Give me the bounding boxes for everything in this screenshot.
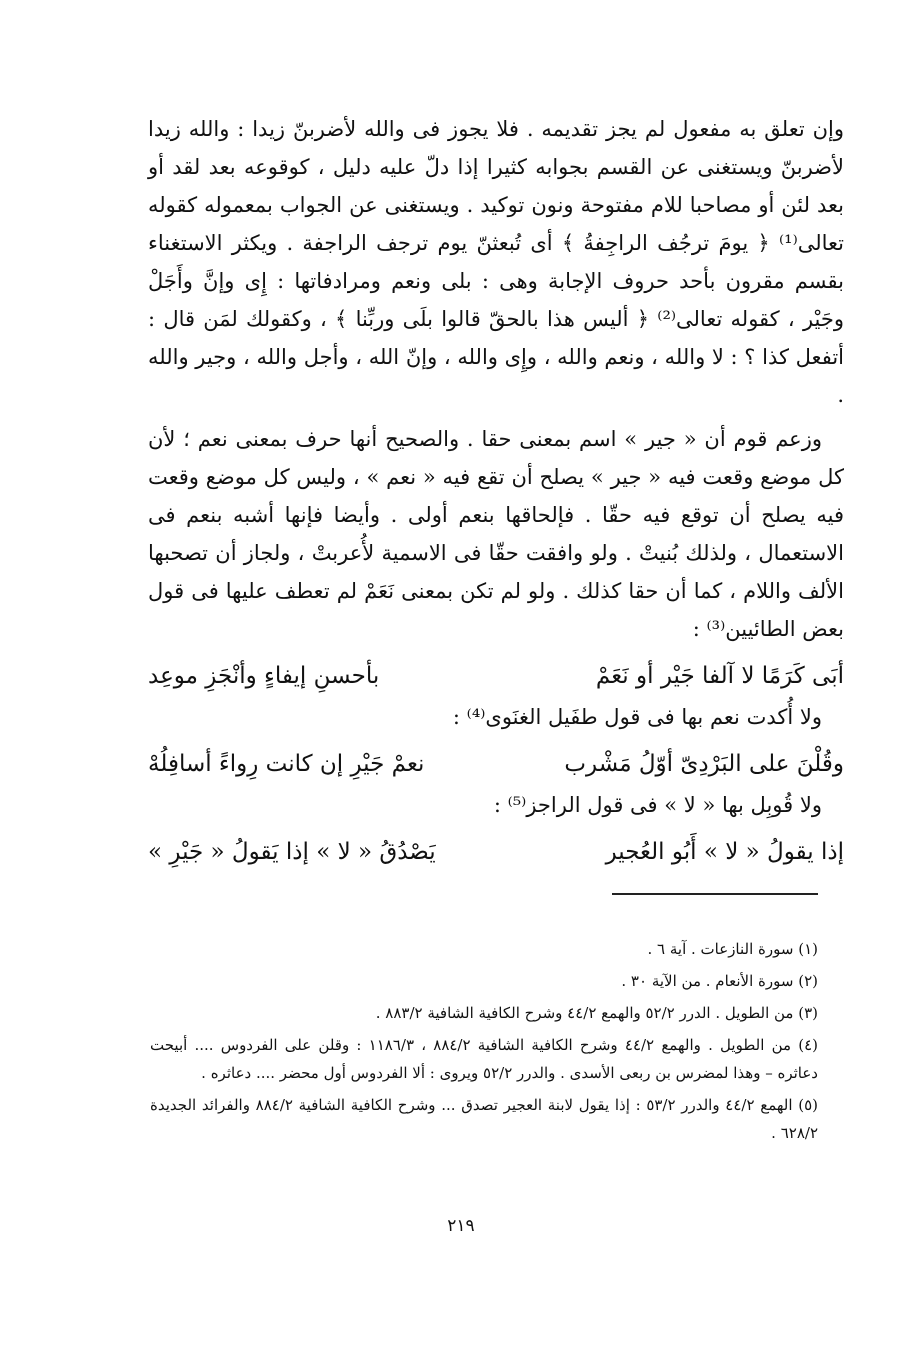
footnote-5: (٥) الهمع ٤٤/٢ والدرر ٥٣/٢ : إذا يقول لابنة العجير تصدق ... وشرح الكافية الشافية ٨٨٤/٢ والفرائد الجديدة ٦٢٨/٢ . (150, 1096, 818, 1142)
footnote-3: (٣) من الطويل . الدرر ٥٢/٢ والهمع ٤٤/٢ وشرح الكافية الشافية ٨٨٣/٢ . (375, 1004, 818, 1022)
verse-1 (148, 654, 844, 698)
verse-3-first-hemistich: إذا يقولُ « لا » أَبُو العُجير (605, 839, 844, 865)
footnote-2: (٢) سورة الأنعام . من الآية ٣٠ . (621, 972, 818, 990)
verse-2-first-hemistich: وقُلْنَ على البَرْدِىّ أوّلُ مَشْرب (564, 751, 844, 777)
footnote-4: (٤) من الطويل . والهمع ٤٤/٢ وشرح الكافية الشافية ٨٨٤/٢ ، ١١٨٦/٣ : وقلن على الفردوس .... أبيحت دعاثره – وهذا لمضرس بن ربعى الأسدى . والدرر ٥٢/٢ ويروى : ألا الفردوس أول محضر .... دعاثره . (150, 1036, 818, 1082)
verse-2 (148, 742, 844, 786)
footnotes (150, 935, 818, 1151)
footnote-separator (612, 893, 818, 895)
paragraph-2: وزعم قوم أن « جير » اسم بمعنى حقا . والصحيح أنها حرف بمعنى نعم ؛ لأن كل موضع وقعت فيه « جير » يصلح أن تقع فيه « نعم » ، وليس كل موضع وقعت فيه يصلح أن توقع فيه حقّا . فإلحاقها بنعم أولى . وأيضا فإنها أشبه بنعم فى الاستعمال ، ولذلك بُنيتْ . ولو وافقت حقّا فى الاسمية لأُعربتْ ، ولجاز أن تصحبها الألف واللام ، كما أن حقا كذلك . ولو لم تكن بمعنى نَعَمْ لم تعطف عليها فى قول بعض الطائيين⁽³⁾ : (148, 427, 844, 641)
verse-3 (148, 830, 844, 874)
verse-intro-2: ولا أُكدت نعم بها فى قول طفَيل الغنَوى⁽⁴⁾ : (452, 705, 822, 729)
footnote-1: (١) سورة النازعات . آية ٦ . (647, 940, 818, 958)
verse-intro-3: ولا قُوبِل بها « لا » فى قول الراجز⁽⁵⁾ : (493, 793, 822, 817)
verse-1-first-hemistich: أبَى كَرَمًا لا آلفا جَيْر أو نَعَمْ (595, 663, 844, 689)
verse-1-second-hemistich: بأحسنِ إيفاءٍ وأنْجَزِ موعِد (148, 663, 380, 689)
main-text (148, 110, 844, 874)
verse-3-second-hemistich: يَصْدُقُ « لا » إذا يَقولُ « جَيْرِ » (148, 839, 436, 865)
verse-2-second-hemistich: نعمْ جَيْرِ إن كانت رِواءً أسافِلُهْ (148, 751, 425, 777)
paragraph-1: وإن تعلق به مفعول لم يجز تقديمه . فلا يجوز فى والله لأضربنّ زيدا : والله زيدا لأضربنّ ويستغنى عن القسم بجوابه كثيرا إذا دلّ عليه دليل ، كوقوعه بعد لقد أو بعد لئن أو مصاحبا للام مفتوحة ونون توكيد . ويستغنى عن الجواب بمعموله كقوله تعالى⁽¹⁾ ﴿ يومَ ترجُف الراجِفةُ ﴾ أى تُبعثنّ يوم ترجف الراجفة . ويكثر الاستغناء بقسم مقرون بأحد حروف الإجابة وهى : بلى ونعم ومرادفاتها : إِى وإنَّ وأَجَلْ وجَيْر ، كقوله تعالى⁽²⁾ ﴿ أليس هذا بالحقّ قالوا بلَى وربِّنا ﴾ ، وكقولك لمَن قال : أتفعل كذا ؟ : لا والله ، ونعم والله ، وإِى والله ، وإنّ الله ، وأجل والله ، وجير والله . (148, 117, 844, 407)
page-number: ٢١٩ (447, 1216, 475, 1236)
